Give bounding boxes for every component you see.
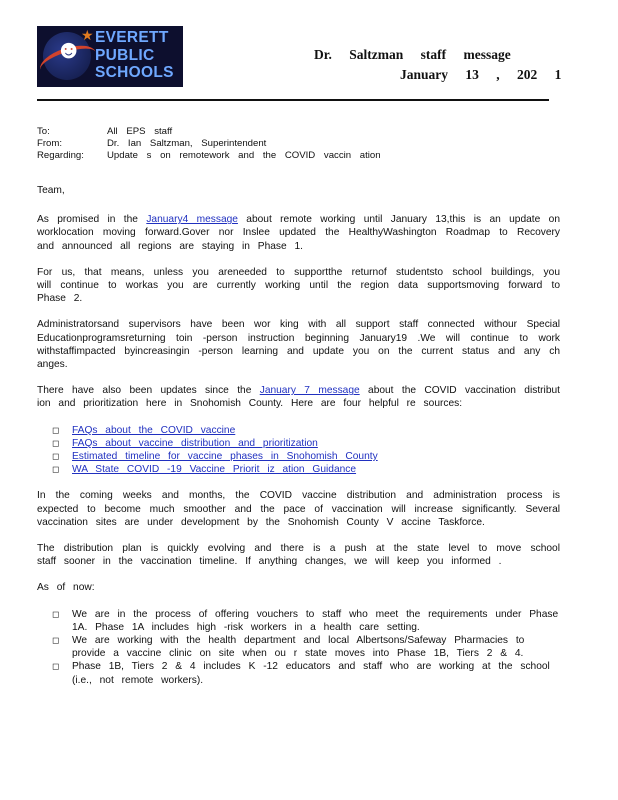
list-item xyxy=(37,608,560,634)
checkbox-bullet-icon: ◻ xyxy=(52,608,60,619)
resource-list xyxy=(37,424,560,477)
list-item xyxy=(37,463,560,476)
to-value: All EPS staff xyxy=(107,126,173,137)
greeting: Team, xyxy=(37,185,65,196)
paragraph-coming-weeks: In the coming weeks and months, the COVID vaccine distribution and administration process is expected to become much smoother and the pace of vaccination will increase significantly. Several vaccination sites are under development by the Snohomish County V accine Taskforce. xyxy=(37,490,560,528)
paragraph-phase: For us, that means, unless you areneeded to supportthe returnof studentsto school buildings, you will continue to workas you are currently working until the region data supportsmoving forward to Phase 2. xyxy=(37,266,560,305)
paragraph-vaccination-updates xyxy=(37,384,560,410)
p4-text-post: about the COVID vaccination distribut ion and prioritization here in Snohomish County. Here are four helpful re sources: xyxy=(37,385,560,410)
memo-body xyxy=(37,184,560,700)
checkbox-bullet-icon: ◻ xyxy=(52,424,60,435)
resource-link-timeline[interactable]: Estimated timeline for vaccine phases in Snohomish County xyxy=(72,451,378,463)
status-item-text: We are in the process of offering vouchers to staff who meet the requirements under Phase 1A. Phase 1A includes high -risk workers in a health care setting. xyxy=(72,608,559,633)
logo-text xyxy=(95,29,174,82)
regarding-label: Regarding: xyxy=(37,150,84,161)
checkbox-bullet-icon: ◻ xyxy=(52,635,60,646)
figure-icon: ☻ xyxy=(55,34,83,64)
paragraph-special-education: Administratorsand supervisors have been wor king with all support staff connected withour Special Educationprogramsreturning toin -person instruction beginning January19 .We will continue to work withstaffimpacted byincreasingin -person learning and update you on the current status and any ch anges. xyxy=(37,319,560,371)
to-label: To: xyxy=(37,126,50,137)
checkbox-bullet-icon: ◻ xyxy=(52,451,60,462)
p1-text-pre: As promised in the xyxy=(37,214,147,226)
logo-line-3: SCHOOLS xyxy=(95,64,174,81)
paragraph-distribution-plan: The distribution plan is quickly evolving and there is a push at the state level to move school staff sooner in the vaccination timeline. If anything changes, we will keep you informed . xyxy=(37,543,560,568)
paragraph-remote-work xyxy=(37,213,560,253)
document-title: Dr. Saltzman staff message xyxy=(314,47,511,62)
document-date: January 13 , 202 1 xyxy=(400,67,562,82)
checkbox-bullet-icon: ◻ xyxy=(52,464,60,475)
january4-message-link[interactable]: January4 message xyxy=(146,214,238,226)
resource-link-wa-guidance[interactable]: WA State COVID -19 Vaccine Priorit iz ation Guidance xyxy=(72,464,357,476)
logo-line-2: PUBLIC xyxy=(95,46,155,64)
january7-message-link[interactable]: January 7 message xyxy=(259,385,360,397)
list-item xyxy=(37,660,560,686)
list-item xyxy=(37,450,560,463)
district-logo xyxy=(37,26,183,87)
from-value: Dr. Ian Saltzman, Superintendent xyxy=(107,138,267,149)
list-item xyxy=(37,634,560,660)
p1-text-post: about remote working until January 13,this is an update on worklocation moving forward.Gover nor Inslee updated the HealthyWashington Roadmap to Recovery and announced all regions are staying in Phase 1. xyxy=(37,214,560,252)
as-of-now-heading: As of now: xyxy=(37,582,95,594)
status-list xyxy=(37,608,560,687)
status-item-text: We are working with the health department and local Albertsons/Safeway Pharmacies to provide a vaccine clinic on site when ou r state moves into Phase 1B, Tiers 2 & 4. xyxy=(72,635,525,660)
regarding-value: Update s on remotework and the COVID vaccin ation xyxy=(107,150,381,161)
header-divider xyxy=(37,99,549,101)
checkbox-bullet-icon: ◻ xyxy=(52,437,60,448)
logo-line-1: EVERETT xyxy=(95,29,169,46)
list-item xyxy=(37,424,560,437)
list-item xyxy=(37,437,560,450)
resource-link-covid-vaccine-faq[interactable]: FAQs about the COVID vaccine xyxy=(72,424,236,436)
status-item-text: Phase 1B, Tiers 2 & 4 includes K -12 educators and staff who are working at the school (i.e., not remote workers). xyxy=(72,661,550,686)
resource-link-distribution-faq[interactable]: FAQs about vaccine distribution and prioritization xyxy=(72,437,318,449)
checkbox-bullet-icon: ◻ xyxy=(52,661,60,672)
from-label: From: xyxy=(37,138,63,149)
p4-text-pre: There have also been updates since the xyxy=(37,385,260,397)
star-icon: ★ xyxy=(81,27,94,43)
